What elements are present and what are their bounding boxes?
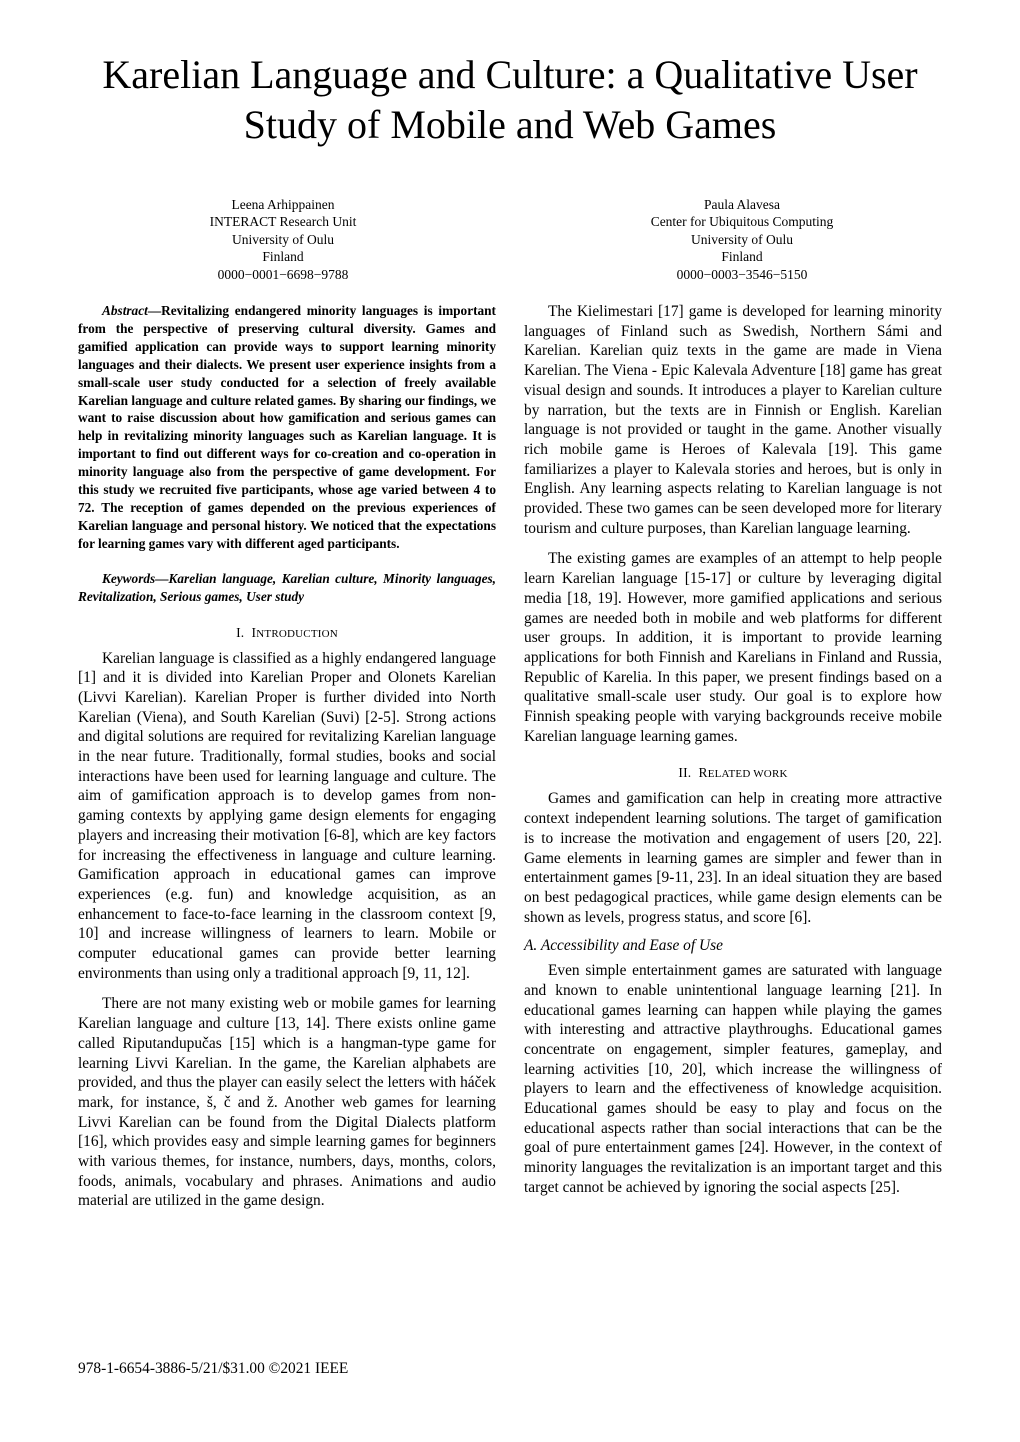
right-column	[524, 302, 942, 1198]
author-unit: INTERACT Research Unit	[209, 214, 357, 230]
abstract-dash: —	[147, 303, 162, 318]
right-paragraph-1: The Kielimestari [17] game is developed for learning minority languages of Finland such as Swedish, Northern Sámi and Karelian. Karelian quiz texts in the game are made in Viena Karelian. The Viena - Epic Kalevala Adventure [18] game has great visual design and sounds. It introduces a player to Karelian culture by narration, but the texts are in Finnish or English. Karelian language is not provided or taught in the game. Another visually rich mobile game is Heroes of Kalevala [19]. This game familiarizes a player to Kalevala stories and heroes, but is only in English. Any learning aspects relating to Karelian language is not provided. These two games can be seen developed more for literary tourism and culture purposes, than Karelian language learning.	[524, 303, 942, 537]
copyright-footer: 978-1-6654-3886-5/21/$31.00 ©2021 IEEE	[78, 1360, 349, 1377]
keywords-dash: —	[155, 570, 169, 586]
intro-paragraph-2: There are not many existing web or mobile games for learning Karelian language and culture [13, 14]. There exists online game called Riputandupučas [15] which is a hangman-type game for learning Livvi Karelian. In the game, the Karelian alphabets are provided, and thus the player can easily select the letters with háček mark, for instance, š, č and ž. Another web games for learning Livvi Karelian can be found from the Digital Dialects platform [16], which provides easy and simple learning games for beginners with various themes, for instance, numbers, days, months, colors, foods, animals, vocabulary and phrases. Animations and audio material are utilized in the game design.	[78, 995, 496, 1210]
author-block-1	[103, 196, 463, 283]
related-paragraph-1: Games and gamification can help in creating more attractive context independent learning solutions. The target of gamification is to increase the motivation and engagement of users [20, 22]. Game elements in learning games are simpler and fewer than in entertainment games [9-11, 23]. In an ideal situation they are based on best pedagogical practices, while game design elements can be shown as levels, progress status, and score [6].	[524, 790, 942, 926]
section-heading-introduction: I. INTRODUCTION	[236, 624, 338, 640]
author-orcid: 0000−0001−6698−9788	[217, 266, 349, 282]
author-university: University of Oulu	[691, 231, 793, 247]
keywords-text: Karelian language, Karelian culture, Minority languages, Revitalization, Serious games, User study	[78, 570, 496, 604]
related-paragraph-2: Even simple entertainment games are saturated with language and known to enable unintentional language learning [21]. In educational games learning can happen while playing the games with interesting and attractive playthroughs. Educational games concentrate on engagement, simpler features, gameplay, and learning activities [10, 20], which increase the willingness of players to learn and the effectiveness of knowledge acquisition. Educational games should be easy to play and focus on the educational aspects rather than social interactions that can be the goal of pure entertainment games [24]. However, in the context of minority languages the revitalization is an important target and this target cannot be achieved by ignoring the social aspects [25].	[524, 962, 942, 1196]
left-column	[78, 302, 496, 1211]
title-line-2: Study of Mobile and Web Games	[243, 102, 777, 147]
abstract-text: Revitalizing endangered minority languages is important from the perspective of preserving cultural diversity. Games and gamified application can provide ways to support learning minority languages and their dialects. We present user experience insights from a small-scale user study conducted for a selection of freely available Karelian language and culture related games. By sharing our findings, we want to raise discussion about how gamification and serious games can help in revitalizing minority languages such as Karelian language. It is important to find out different ways for co-creation and co-operation in minority language also from the perspective of game development. For this study we recruited five participants, whose age varied between 4 to 72. The reception of games depended on the previous experiences of Karelian language and personal history. We noticed that the expectations for learning games vary with different aged participants.	[78, 303, 496, 551]
author-university: University of Oulu	[232, 231, 334, 247]
title-line-1: Karelian Language and Culture: a Qualitative User	[102, 52, 918, 97]
author-unit: Center for Ubiquitous Computing	[650, 214, 834, 230]
abstract	[78, 302, 496, 553]
author-name: Paula Alavesa	[703, 197, 781, 212]
keywords-label: Keywords	[102, 570, 156, 586]
right-paragraph-2: The existing games are examples of an attempt to help people learn Karelian language [15-17] or culture by leveraging digital media [18, 19]. However, more gamified applications and serious games are needed both in mobile and web platforms for different user groups. In addition, it is important to provide learning applications for both Finnish and Karelians in Finland and Russia, Republic of Karelia. In this paper, we present findings based on a qualitative small-scale user study. Our goal is to explore how Finnish speaking people with varying backgrounds receive mobile Karelian language learning games.	[524, 550, 942, 745]
author-orcid: 0000−0003−3546−5150	[676, 266, 808, 282]
paper-title	[40, 50, 980, 150]
author-name: Leena Arhippainen	[231, 197, 335, 212]
intro-paragraph-1: Karelian language is classified as a highly endangered language [1] and it is divided into Karelian Proper and Olonets Karelian (Livvi Karelian). Karelian Proper is further divided into North Karelian (Viena), and South Karelian (Suvi) [2-5]. Strong actions and digital solutions are required for revitalizing Karelian language in the near future. Traditionally, formal studies, books and social interactions have been used for learning language and culture. The aim of gamification approach is to develop games from non-gaming contexts by applying game design elements for engaging players and increasing their motivation [6-8], which are key factors for increasing the effectiveness in language and culture learning. Gamification approach in educational games can improve experiences (e.g. fun) and knowledge acquisition, as an enhancement to face-to-face learning in the classroom context [9, 10] and increase willingness of learners to learn. Mobile or computer educational games can provide better learning environments than using only a traditional approach [9, 11, 12].	[78, 649, 496, 982]
author-block-2	[562, 196, 922, 283]
author-country: Finland	[721, 249, 763, 265]
author-country: Finland	[262, 249, 304, 265]
subsection-heading-accessibility: A. Accessibility and Ease of Use	[524, 937, 723, 955]
keywords	[78, 570, 496, 606]
abstract-label: Abstract	[102, 303, 148, 318]
section-heading-related-work: II. RELATED WORK	[678, 765, 788, 781]
